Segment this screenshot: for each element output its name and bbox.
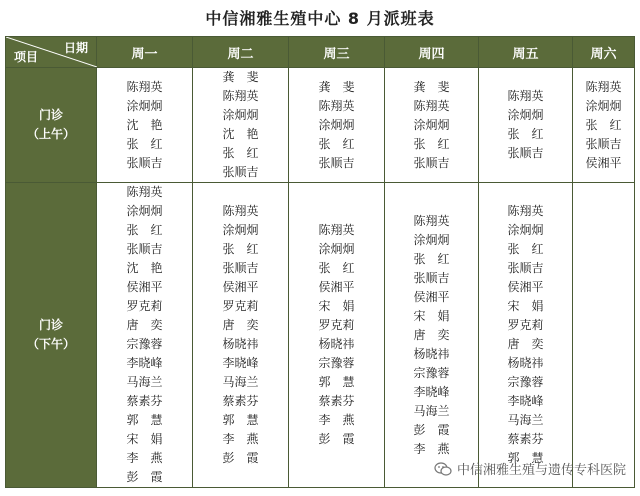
staff-name: 陈翔英 [222,89,259,103]
day-header-wed: 周三 [289,37,385,68]
staff-name: 李 燕 [222,432,259,446]
staff-name: 李 燕 [126,451,163,465]
schedule-cell [97,183,193,488]
row-label-line: （下午） [26,337,75,351]
day-header-tue: 周二 [193,37,289,68]
row-morning-clinic [6,68,635,183]
staff-name: 张 红 [222,242,259,256]
day-header-mon: 周一 [97,37,193,68]
schedule-cell [289,68,385,183]
staff-name: 陈翔英 [507,89,544,103]
staff-name: 侯湘平 [413,289,450,304]
staff-name: 马海兰 [413,403,450,418]
day-header-fri: 周五 [479,37,573,68]
staff-name: 张顺吉 [318,155,355,170]
staff-name: 罗克莉 [507,318,544,332]
staff-name: 蔡素芬 [126,394,163,408]
staff-name: 李晓峰 [413,384,450,399]
staff-name: 侯湘平 [507,280,544,294]
staff-name: 涂炯炯 [126,204,163,218]
staff-name: 蔡素芬 [318,394,355,408]
date-label: 日期 [63,41,88,55]
staff-name: 宋 娟 [318,299,355,313]
staff-name: 涂炯炯 [413,232,450,247]
staff-name: 陈翔英 [318,98,355,113]
staff-name: 宋 娟 [126,432,163,446]
staff-name: 杨晓祎 [318,337,355,351]
item-label: 项目 [14,50,39,64]
staff-name: 李 燕 [318,413,355,427]
staff-name: 陈翔英 [126,185,163,199]
staff-name: 龚 斐 [413,79,450,94]
staff-name: 侯湘平 [585,155,622,170]
staff-name: 罗克莉 [318,318,355,332]
watermark [434,459,626,478]
staff-name: 彭 霞 [318,432,355,446]
staff-name: 唐 奕 [507,337,544,351]
staff-name: 沈 艳 [126,117,163,132]
schedule-cell [97,68,193,183]
staff-name: 张 红 [585,117,622,132]
staff-name: 陈翔英 [413,98,450,113]
staff-name: 涂炯炯 [318,117,355,132]
staff-name: 郭 慧 [507,451,544,465]
staff-name: 罗克莉 [222,299,259,313]
staff-name: 沈 艳 [126,261,163,275]
staff-name: 宋 娟 [413,308,450,323]
staff-name: 张顺吉 [413,155,450,170]
staff-name: 蔡素芬 [507,432,544,446]
staff-name: 张顺吉 [507,146,544,160]
staff-name: 杨晓祎 [413,346,450,361]
staff-name: 侯湘平 [222,280,259,294]
day-header-thu: 周四 [385,37,479,68]
staff-name: 张顺吉 [126,242,163,256]
staff-name: 张顺吉 [222,165,259,179]
staff-name: 张顺吉 [126,155,163,170]
row-label-morning [6,68,97,183]
staff-name: 涂炯炯 [222,223,259,237]
staff-name: 涂炯炯 [507,223,544,237]
staff-name: 张 红 [126,136,163,151]
staff-name: 郭 慧 [126,413,163,427]
staff-name: 郭 慧 [222,413,259,427]
staff-name: 张 红 [507,127,544,141]
staff-name: 宗豫蓉 [126,337,163,351]
staff-name: 马海兰 [222,375,259,389]
staff-name: 杨晓祎 [507,356,544,370]
staff-name: 宗豫蓉 [318,356,355,370]
staff-name: 张顺吉 [585,136,622,151]
staff-name: 张 红 [507,242,544,256]
staff-name: 涂炯炯 [318,242,355,256]
staff-name: 陈翔英 [413,213,450,228]
staff-name: 张 红 [413,136,450,151]
staff-name: 张 红 [318,136,355,151]
schedule-title: 中信湘雅生殖中心 8 月派班表 [205,9,435,28]
staff-name: 涂炯炯 [413,117,450,132]
staff-name: 涂炯炯 [126,98,163,113]
row-label-line: 门诊 [38,108,63,122]
staff-name: 蔡素芬 [222,394,259,408]
watermark-text: 中信湘雅生殖与遗传专科医院 [456,463,626,478]
staff-name: 张顺吉 [222,261,259,275]
staff-name: 陈翔英 [507,204,544,218]
row-label-line: 门诊 [38,318,63,332]
staff-name: 宗豫蓉 [413,365,450,380]
schedule-cell [385,68,479,183]
header-row [6,37,635,68]
schedule-cell [193,183,289,488]
schedule-cell [573,68,635,183]
wechat-icon [434,462,452,476]
staff-name: 张顺吉 [413,270,450,285]
staff-name: 张顺吉 [507,261,544,275]
schedule-cell [573,183,635,488]
corner-header [6,37,97,68]
schedule-cell [289,183,385,488]
row-label-afternoon [6,183,97,488]
staff-name: 唐 奕 [413,327,450,342]
row-label-line: （上午） [26,127,75,141]
staff-name: 李晓峰 [126,356,163,370]
staff-name: 张 红 [413,251,450,266]
day-header-sat: 周六 [573,37,635,68]
row-afternoon-clinic [6,183,635,488]
schedule-table [5,36,635,488]
staff-name: 郭 慧 [318,375,355,389]
staff-name: 陈翔英 [222,204,259,218]
staff-name: 李晓峰 [222,356,259,370]
schedule-cell [479,68,573,183]
staff-name: 沈 艳 [222,127,259,141]
staff-name: 宗豫蓉 [507,375,544,389]
staff-name: 李 燕 [413,441,450,456]
staff-name: 彭 霞 [222,451,259,465]
staff-name: 涂炯炯 [507,108,544,122]
staff-name: 宋 娟 [507,299,544,313]
schedule-cell [385,183,479,488]
staff-name: 陈翔英 [318,223,355,237]
staff-name: 龚 斐 [318,79,355,94]
schedule-cell [479,183,573,488]
staff-name: 马海兰 [126,375,163,389]
staff-name: 龚 斐 [222,70,259,84]
staff-name: 陈翔英 [585,79,622,94]
schedule-cell [193,68,289,183]
staff-name: 涂炯炯 [585,98,622,113]
staff-name: 侯湘平 [318,280,355,294]
staff-name: 杨晓祎 [222,337,259,351]
staff-name: 马海兰 [507,413,544,427]
staff-name: 涂炯炯 [222,108,259,122]
staff-name: 张 红 [126,223,163,237]
staff-name: 彭 霞 [126,470,163,484]
staff-name: 侯湘平 [126,280,163,294]
staff-name: 陈翔英 [126,79,163,94]
staff-name: 彭 霞 [413,422,450,437]
staff-name: 张 红 [318,261,355,275]
staff-name: 唐 奕 [222,318,259,332]
staff-name: 李晓峰 [507,394,544,408]
staff-name: 唐 奕 [126,318,163,332]
staff-name: 张 红 [222,146,259,160]
staff-name: 罗克莉 [126,299,163,313]
